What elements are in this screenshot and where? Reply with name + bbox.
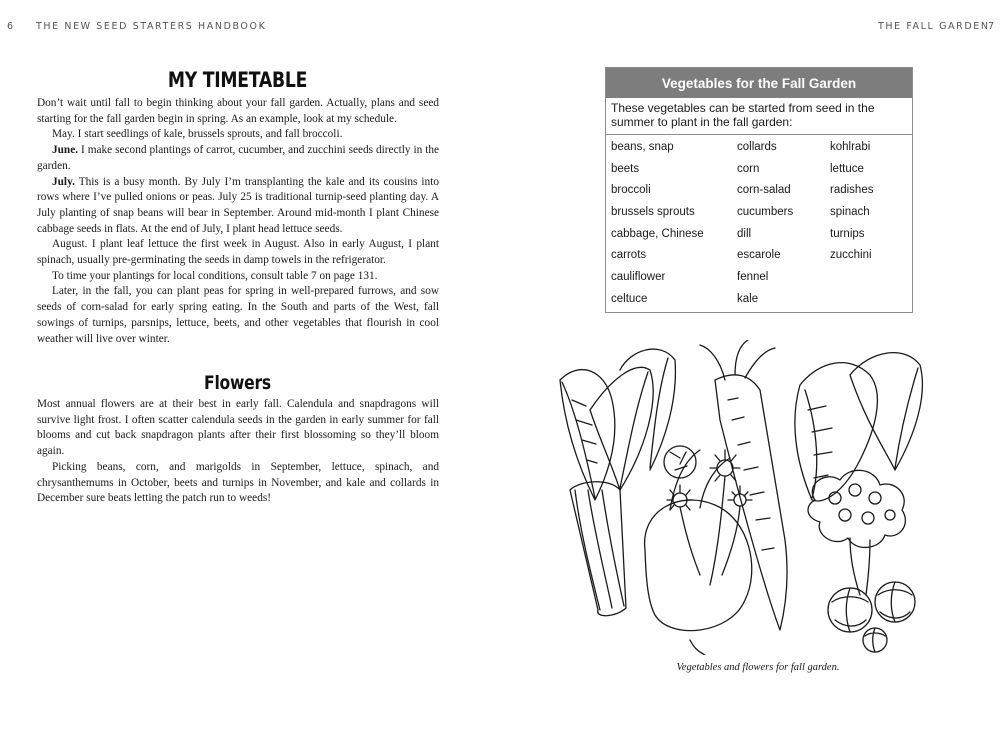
vegetable-list [606,135,912,314]
timetable-text [37,96,439,347]
list-item: lettuce [830,162,864,175]
list-item: collards [737,141,777,153]
fall-vegetables-box [605,67,913,313]
list-item: spinach [830,206,870,219]
list-item: fennel [737,271,769,284]
left-page-number: 6 [7,21,15,32]
illustration-caption: Vegetables and flowers for fall garden. [676,662,840,673]
list-item: kohlrabi [830,141,871,153]
timetable-heading: MY TIMETABLE [167,68,308,92]
flowers-paragraph-1: Most annual flowers are at their best in early fall. Calendula and snapdragons will survive light frost. I often scatter calendula seeds in the garden in early summer for fall blooms and cut back snapdragon plants after their first blossoming so they’ll bloom again. [37,398,439,458]
timetable-paragraph-july: July. This is a busy month. By July I’m transplanting the kale and its cousins into rows where I’ve pulled onions or peas. July 25 is traditional turnip-seed planting day. A July planting of snap beans will bear in September. Around mid-month I plant Chinese cabbage seeds in flats. At the end of July, I plant head lettuce seeds. [37,175,439,235]
list-item: escarole [737,249,781,262]
list-item: beets [611,162,640,175]
flowers-paragraph-2: Picking beans, corn, and marigolds in September, lettuce, spinach, and chrysanthemums in October, beets and turnips in November, and kale and collards in December sure beats letting the patch run to weeds! [37,460,439,505]
list-item [830,292,910,314]
timetable-paragraph-local: To time your plantings for local conditions, consult table 7 on page 131. [52,269,378,282]
list-item: corn-salad [737,184,791,197]
list-item: cabbage, Chinese [611,227,704,240]
list-item: kale [737,292,759,305]
list-item: beans, snap [611,141,674,153]
timetable-paragraph-may: May. I start seedlings of kale, brussels sprouts, and fall broccoli. [52,128,343,141]
list-item: zucchini [830,249,872,262]
list-item: dill [737,227,752,240]
vegetables-flowers-illustration [550,340,940,655]
timetable-paragraph-1: Don’t wait until fall to begin thinking about your fall garden. Actually, plans and seed starting for the fall garden begin in spring. As an example, look at my schedule. [37,97,439,125]
flowers-text [37,397,439,507]
list-item: carrots [611,249,647,262]
list-item: brussels sprouts [611,206,695,219]
right-page-number: 7 [988,21,996,32]
box-title: Vegetables for the Fall Garden [606,68,912,98]
left-running-title: THE NEW SEED STARTERS HANDBOOK [36,21,267,32]
flowers-heading: Flowers [204,372,271,394]
timetable-paragraph-june: June. I make second plantings of carrot, cucumber, and zucchini seeds directly in the garden. [37,144,439,172]
list-item: radishes [830,184,874,197]
timetable-paragraph-later: Later, in the fall, you can plant peas for spring in well-prepared furrows, and sow seeds of corn-salad for early spring eating. In the South and parts of the West, fall sowings of turnips, parsnips, lettuce, beets, and other vegetables that flourish in cool weather will live over winter. [37,285,439,345]
list-item: cauliflower [611,271,666,284]
timetable-paragraph-august: August. I plant leaf lettuce the first week in August. Also in early August, I plant spinach, usually pre-germinating the seeds in damp towels in the refrigerator. [37,238,439,267]
list-item: broccoli [611,184,651,197]
list-item [830,270,910,292]
list-item: corn [737,162,760,175]
list-item: turnips [830,227,865,240]
right-running-title: THE FALL GARDEN [878,21,990,32]
list-item: celtuce [611,292,648,305]
box-intro: These vegetables can be started from seed in the summer to plant in the fall garden: [611,101,875,129]
list-item: cucumbers [737,206,794,219]
